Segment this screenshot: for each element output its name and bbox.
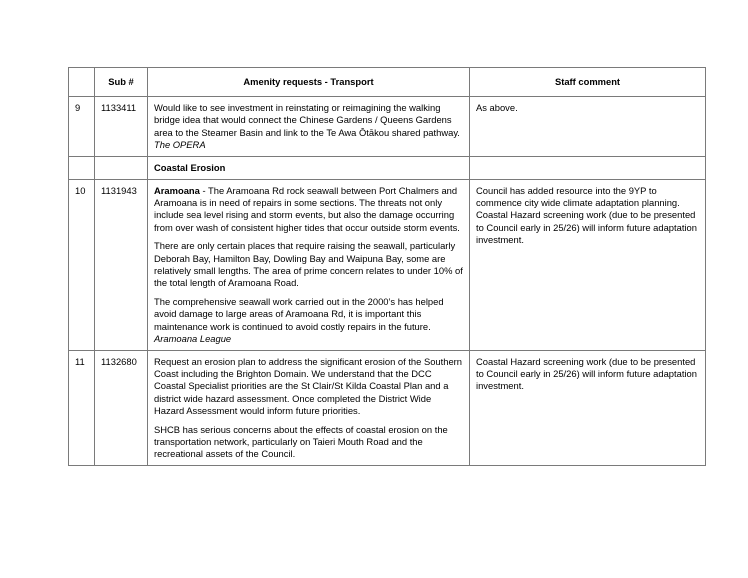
header-number: [69, 68, 95, 97]
amenity-requests-table: [68, 67, 706, 466]
staff-comment: As above.: [470, 97, 706, 157]
section-title: Coastal Erosion: [148, 156, 470, 179]
submission-number: 1132680: [95, 350, 148, 465]
request-paragraph: There are only certain places that require raising the seawall, particularly Deborah Bay, Hamilton Bay, Dowling Bay and Waipuna Bay, some are relatively small lengths. The area of prime concern relates to under 10% of the total length of Aramoana Road.: [154, 240, 463, 289]
section-empty-cell: [69, 156, 95, 179]
request-cell: [148, 97, 470, 157]
table-row: [69, 97, 706, 157]
request-text: The comprehensive seawall work carried out in the 2000’s has helped avoid damage to large areas of Aramoana Rd, it is important this maintenance work is continued to avoid costly repairs in the future.: [154, 295, 444, 332]
request-text: Would like to see investment in reinstating or reimagining the walking bridge idea that would connect the Chinese Gardens / Queens Gardens area to the Steamer Basin and link to the Te Awa Ōtākou shared pathway.: [154, 102, 460, 138]
section-empty-cell: [95, 156, 148, 179]
row-number: 9: [69, 97, 95, 157]
request-paragraph: [154, 185, 463, 235]
staff-comment: Coastal Hazard screening work (due to be presented to Council early in 25/26) will inform future adaptation investment.: [470, 350, 706, 465]
request-source: Aramoana League: [154, 333, 232, 345]
section-row: [69, 156, 706, 179]
header-sub-number: Sub #: [95, 68, 148, 97]
request-paragraph: [154, 296, 463, 346]
request-text: - The Aramoana Rd rock seawall between Port Chalmers and Aramoana is in need of repairs in some sections. The threats not only include sea level rising and storm events, but also the damage occurring from over wash of consistent higher tides that occur outside storm events.: [154, 184, 460, 233]
row-number: 10: [69, 179, 95, 350]
table-row: [69, 350, 706, 465]
header-amenity-requests: Amenity requests - Transport: [148, 68, 470, 97]
request-paragraph: SHCB has serious concerns about the effects of coastal erosion on the transportation network, particularly on Taieri Mouth Road and the recreational assets of the Council.: [154, 423, 448, 460]
request-cell: [148, 179, 470, 350]
request-source: The OPERA: [154, 139, 206, 151]
staff-comment: Council has added resource into the 9YP to commence city wide climate adaptation planning. Coastal Hazard screening work (due to be presented to Council early in 25/26) will inform future adaptation investment.: [470, 179, 706, 350]
request-cell: [148, 350, 470, 465]
table-header-row: [69, 68, 706, 97]
section-empty-cell: [470, 156, 706, 179]
row-number: 11: [69, 350, 95, 465]
request-lead: Aramoana: [154, 184, 200, 196]
submission-number: 1131943: [95, 179, 148, 350]
table-row: [69, 179, 706, 350]
header-staff-comment: Staff comment: [470, 68, 706, 97]
request-paragraph: Request an erosion plan to address the significant erosion of the Southern Coast including the Brighton Domain. We understand that the DCC Coastal Specialist priorities are the St Clair/St Kilda Coastal Plan and a district wide hazard assessment. Once completed the District Wide Hazard Assessment would inform future priorities.: [154, 355, 463, 417]
submission-number: 1133411: [95, 97, 148, 157]
